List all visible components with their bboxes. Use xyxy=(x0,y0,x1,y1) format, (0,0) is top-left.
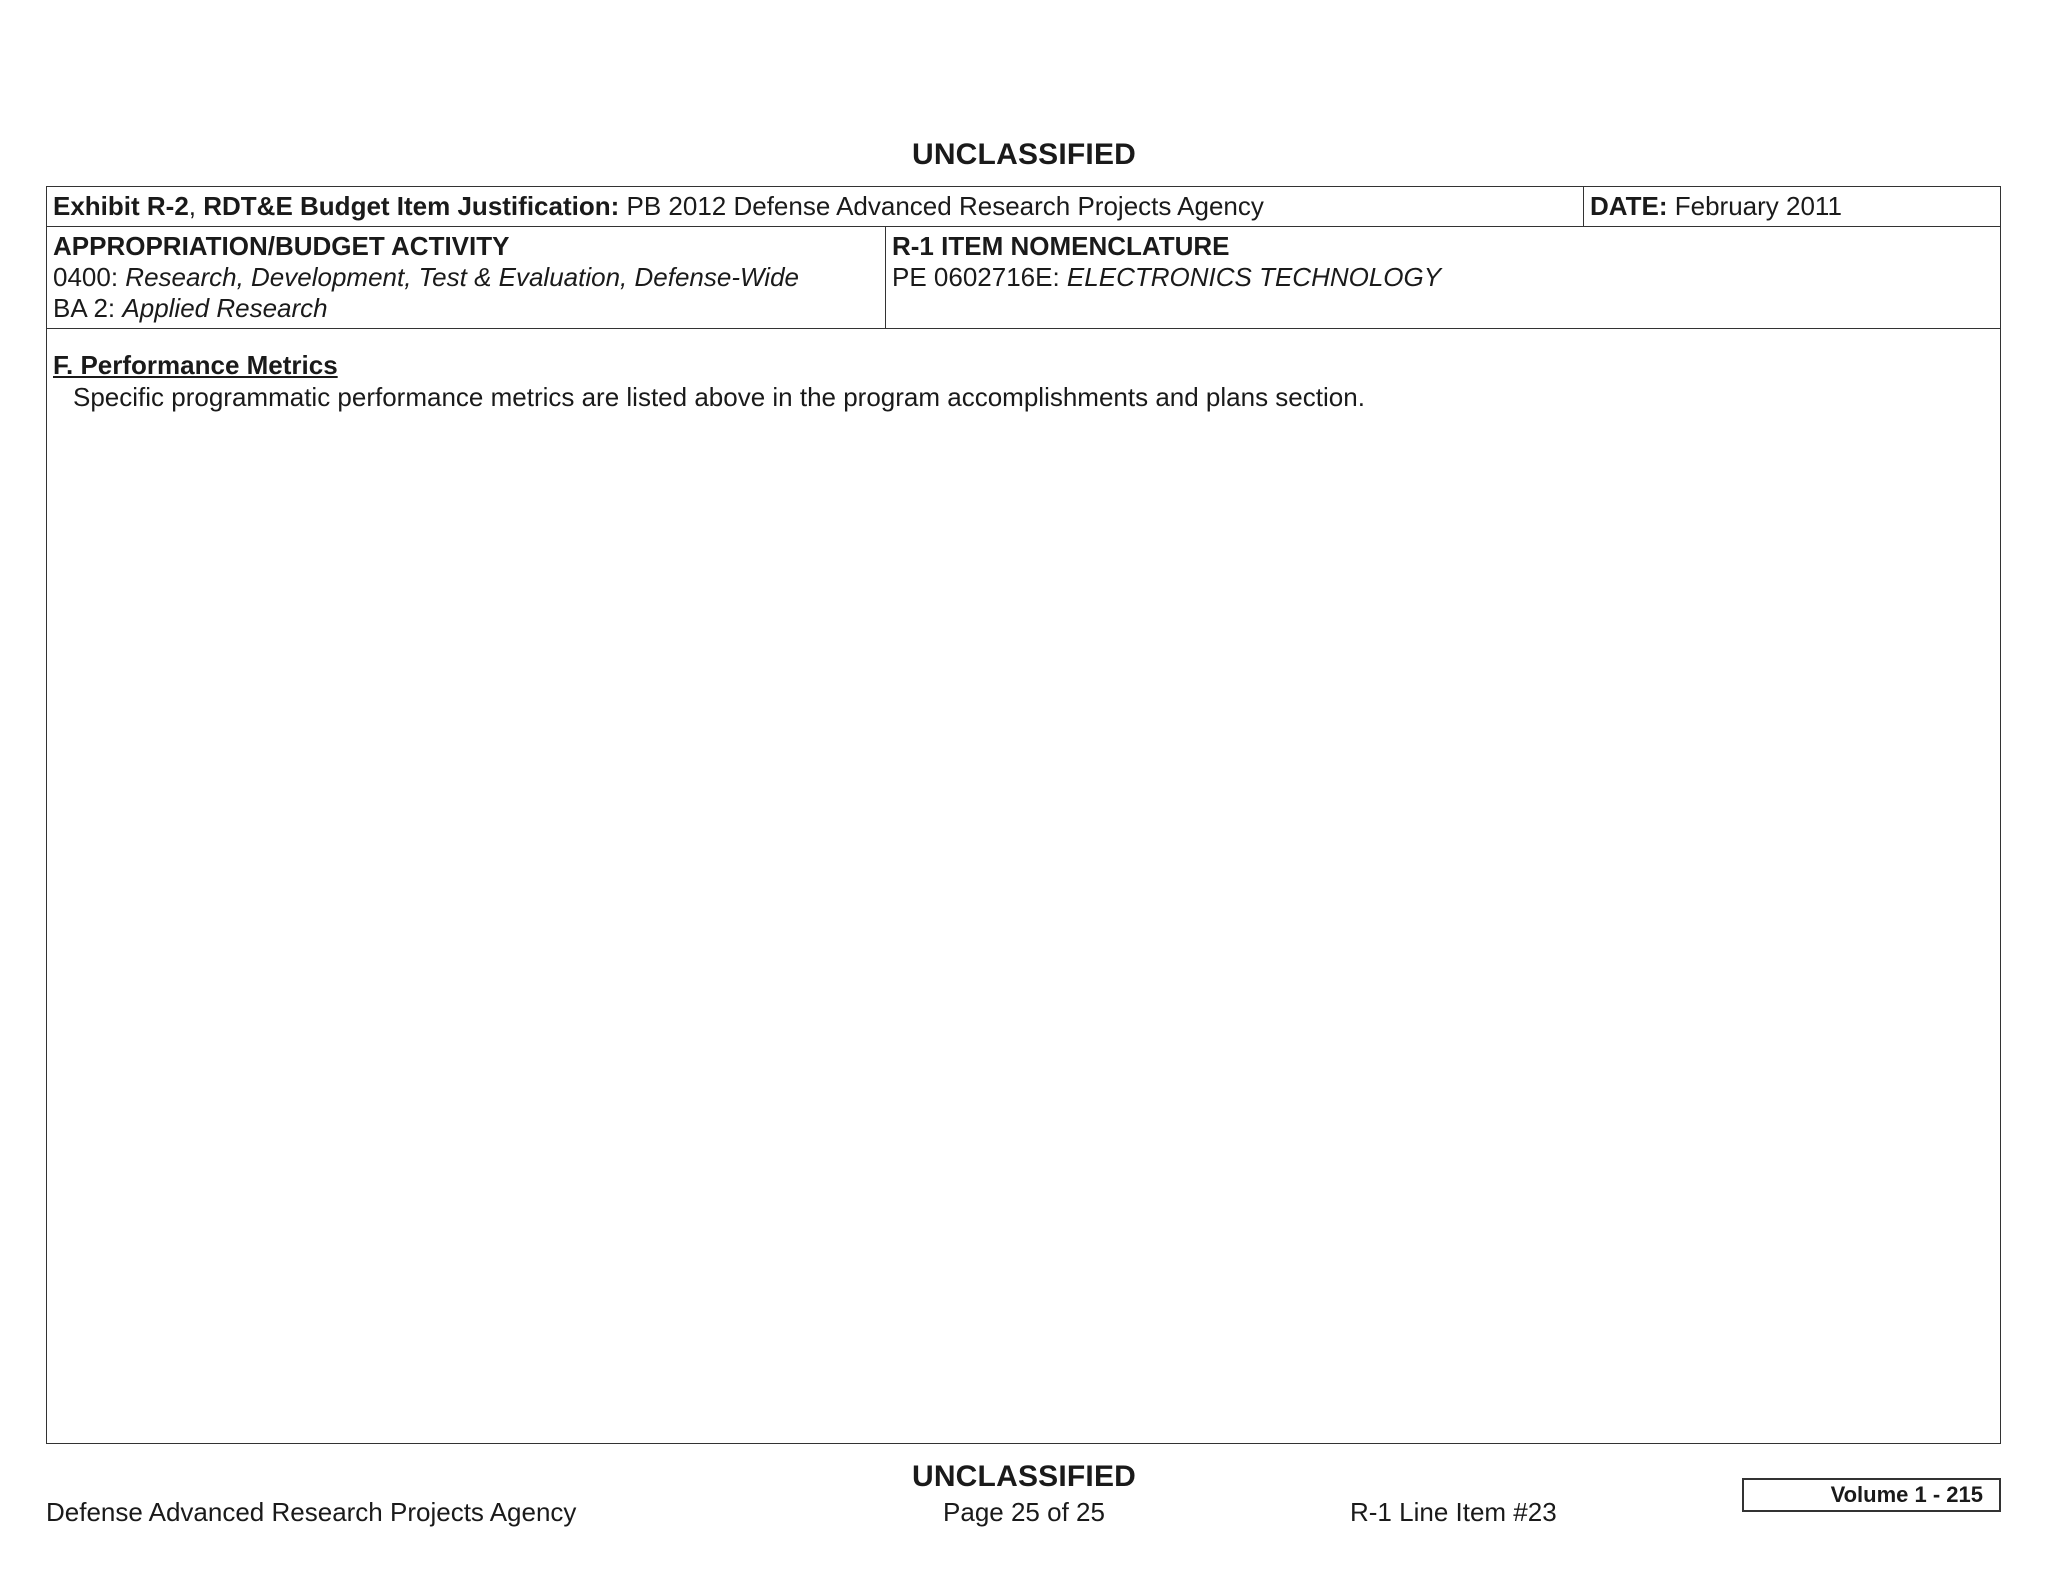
appropriation-code: 0400: xyxy=(53,262,126,292)
budget-activity-line xyxy=(53,293,799,324)
exhibit-frame xyxy=(46,186,2001,1444)
budget-activity-code: BA 2: xyxy=(53,293,123,323)
nomenclature-line xyxy=(892,262,1441,293)
appropriation-name: Research, Development, Test & Evaluation, Defense-Wide xyxy=(125,262,799,292)
pe-code: PE 0602716E: xyxy=(892,262,1067,292)
exhibit-title xyxy=(53,191,1264,222)
nomenclature-cell xyxy=(892,231,1441,293)
appropriation-cell xyxy=(53,231,799,324)
justification-label: RDT&E Budget Item Justification: xyxy=(203,191,620,221)
appropriation-heading: APPROPRIATION/BUDGET ACTIVITY xyxy=(53,231,510,261)
exhibit-label: Exhibit R-2 xyxy=(53,191,189,221)
activity-row xyxy=(47,227,2000,329)
date-label: DATE: xyxy=(1590,191,1668,221)
footer-line-item: R-1 Line Item #23 xyxy=(1350,1497,1557,1527)
date-value: February 2011 xyxy=(1667,191,1842,221)
appropriation-line-1 xyxy=(53,262,799,293)
exhibit-header-row xyxy=(47,187,2000,227)
exhibit-date xyxy=(1590,191,1842,222)
activity-divider xyxy=(885,227,886,329)
justification-value: PB 2012 Defense Advanced Research Projects Agency xyxy=(619,191,1264,221)
budget-activity-name: Applied Research xyxy=(122,293,328,323)
pe-name: ELECTRONICS TECHNOLOGY xyxy=(1066,262,1442,292)
volume-box: Volume 1 - 215 xyxy=(1742,1478,2001,1512)
performance-metrics-section xyxy=(53,349,1365,413)
classification-banner-top: UNCLASSIFIED xyxy=(911,138,1137,171)
header-divider xyxy=(1583,187,1584,227)
nomenclature-heading: R-1 ITEM NOMENCLATURE xyxy=(892,231,1230,261)
footer-agency: Defense Advanced Research Projects Agency xyxy=(46,1497,577,1527)
classification-banner-bottom: UNCLASSIFIED xyxy=(911,1460,1137,1493)
section-body: Specific programmatic performance metrics are listed above in the program accomplishments and plans section. xyxy=(73,382,1365,412)
exhibit-comma: , xyxy=(188,191,204,221)
section-title: F. Performance Metrics xyxy=(53,350,338,380)
footer-page-number: Page 25 of 25 xyxy=(943,1497,1105,1527)
